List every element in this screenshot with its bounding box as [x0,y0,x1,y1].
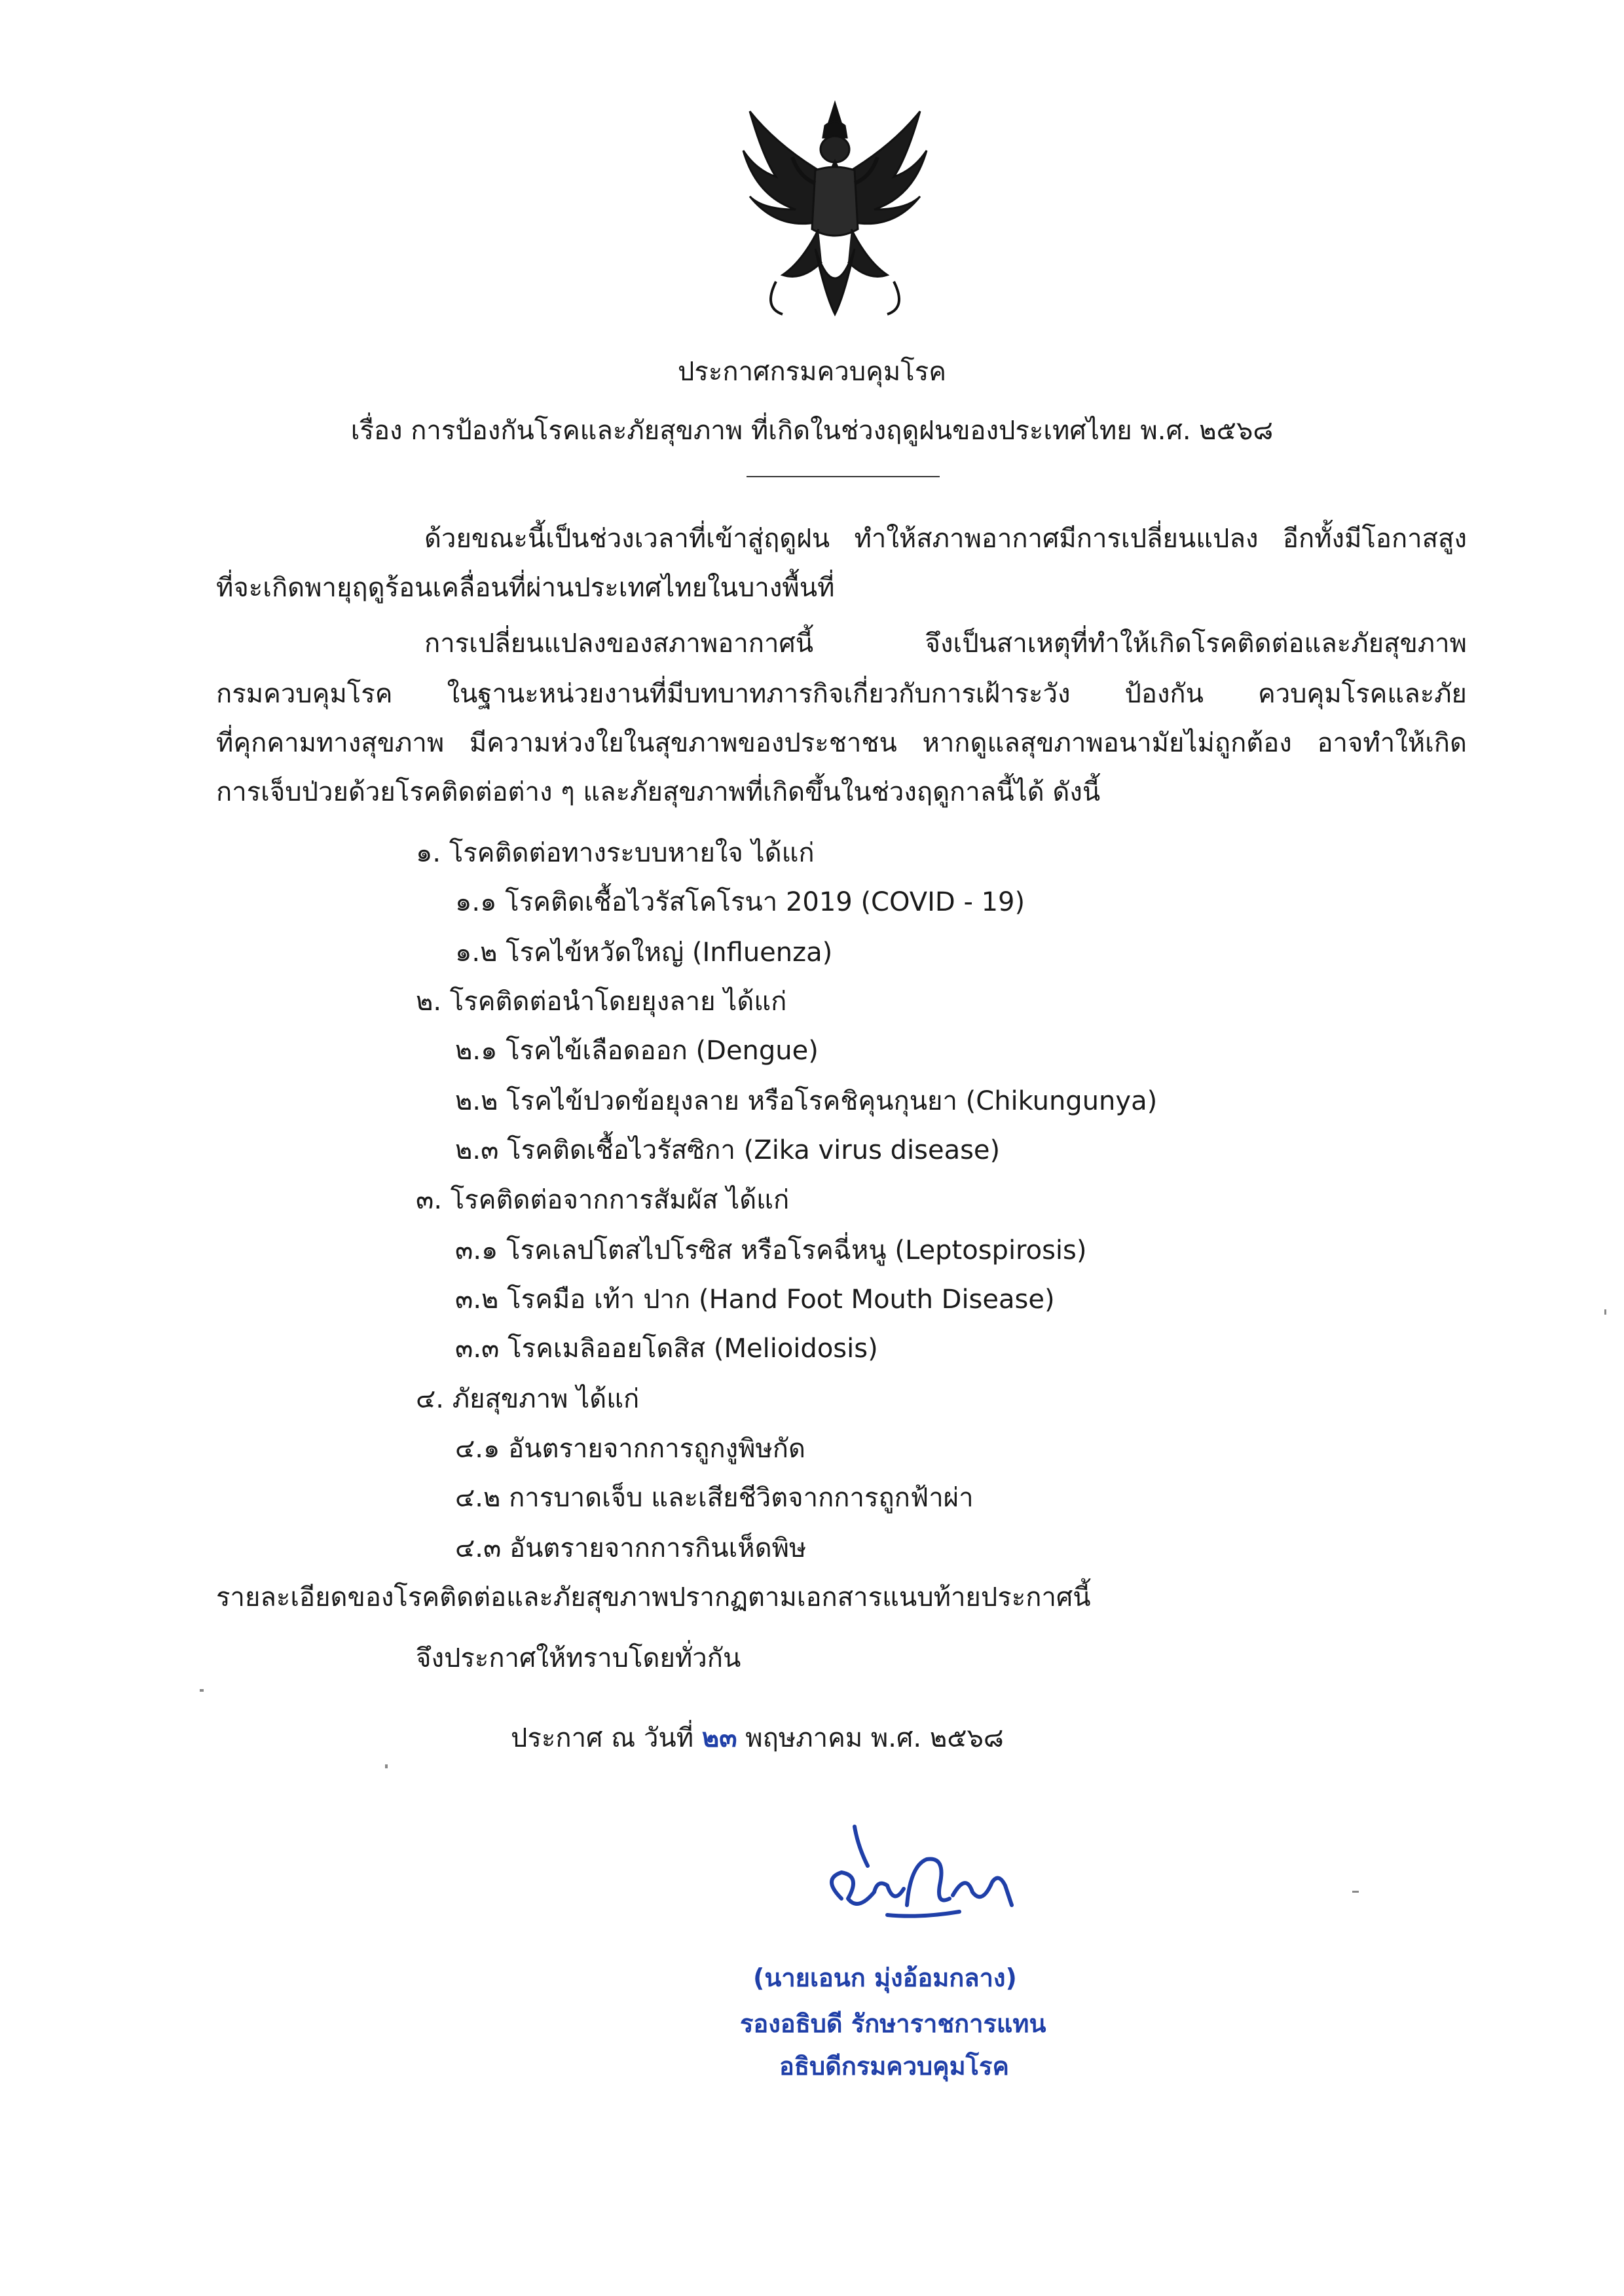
announcement-title: ประกาศกรมควบคุมโรค [678,357,946,387]
list-item-3-1: ๓.๑ โรคเลปโตสไปโรซิส หรือโรคฉี่หนู (Leptospirosis) [455,1235,1087,1266]
list-item-1-1: ๑.๑ โรคติดเชื้อไวรัสโคโรนา 2019 (COVID - 19) [455,887,1025,917]
title-divider [747,476,940,477]
scan-speck [1604,1309,1606,1315]
list-item-4-1: ๔.๑ อันตรายจากการถูกงูพิษกัด [455,1434,805,1464]
para2-line3: ที่คุกคามทางสุขภาพ มีความห่วงใยในสุขภาพของประชาชน หากดูแลสุขภาพอนามัยไม่ถูกต้อง อาจทำให้เกิด [216,728,1467,758]
para1-line2: ที่จะเกิดพายุฤดูร้อนเคลื่อนที่ผ่านประเทศไทยในบางพื้นที่ [216,573,835,603]
closing-statement: จึงประกาศให้ทราบโดยทั่วกัน [416,1643,741,1673]
list-item-2-1: ๒.๑ โรคไข้เลือดออก (Dengue) [455,1036,819,1066]
list-item-4-2: ๔.๒ การบาดเจ็บ และเสียชีวิตจากการถูกฟ้าผ่า [455,1483,974,1513]
list-group-4: ๔. ภัยสุขภาพ ได้แก่ [416,1384,640,1414]
announcement-date [511,1717,1004,1758]
list-item-3-3: ๓.๓ โรคเมลิออยโดสิส (Melioidosis) [455,1334,878,1364]
signer-position-2: อธิบดีกรมควบคุมโรค [779,2052,1009,2081]
list-group-2: ๒. โรคติดต่อนำโดยยุงลาย ได้แก่ [416,987,787,1017]
list-group-3: ๓. โรคติดต่อจากการสัมผัส ได้แก่ [416,1185,790,1215]
date-month-year: พฤษภาคม พ.ศ. ๒๕๖๘ [745,1723,1004,1753]
details-note: รายละเอียดของโรคติดต่อและภัยสุขภาพปรากฏตามเอกสารแนบท้ายประกาศนี้ [216,1582,1091,1613]
para2-line4: การเจ็บป่วยด้วยโรคติดต่อต่าง ๆ และภัยสุขภาพที่เกิดขึ้นในช่วงฤดูกาลนี้ได้ ดังนี้ [216,777,1101,807]
signer-name: (นายเอนก มุ่งอ้อมกลาง) [753,1963,1017,1992]
garuda-emblem-icon [737,98,933,321]
date-day: ๒๓ [701,1723,737,1753]
list-group-1: ๑. โรคติดต่อทางระบบหายใจ ได้แก่ [416,838,815,868]
para2-line2: กรมควบคุมโรค ในฐานะหน่วยงานที่มีบทบาทภารกิจเกี่ยวกับการเฝ้าระวัง ป้องกัน ควบคุมโรคและภัย [216,679,1467,709]
para1-line1: ด้วยขณะนี้เป็นช่วงเวลาที่เข้าสู่ฤดูฝน ทำให้สภาพอากาศมีการเปลี่ยนแปลง อีกทั้งมีโอกาสสูง [424,524,1467,554]
handwritten-signature [796,1820,1031,1931]
list-item-4-3: ๔.๓ อันตรายจากการกินเห็ดพิษ [455,1533,807,1563]
scan-speck [1352,1891,1359,1893]
announcement-subject: เรื่อง การป้องกันโรคและภัยสุขภาพ ที่เกิดในช่วงฤดูฝนของประเทศไทย พ.ศ. ๒๕๖๘ [350,416,1274,446]
para2-line1: การเปลี่ยนแปลงของสภาพอากาศนี้ จึงเป็นสาเหตุที่ทำให้เกิดโรคติดต่อและภัยสุขภาพ [424,629,1467,659]
scan-speck [200,1689,204,1692]
scan-speck [385,1764,388,1768]
list-item-3-2: ๓.๒ โรคมือ เท้า ปาก (Hand Foot Mouth Disease) [455,1285,1055,1315]
list-item-1-2: ๑.๒ โรคไข้หวัดใหญ่ (Influenza) [455,938,833,968]
date-prefix: ประกาศ ณ วันที่ [511,1723,694,1753]
list-item-2-3: ๒.๓ โรคติดเชื้อไวรัสซิกา (Zika virus disease) [455,1135,1001,1165]
signer-position-1: รองอธิบดี รักษาราชการแทน [740,2009,1046,2038]
list-item-2-2: ๒.๒ โรคไข้ปวดข้อยุงลาย หรือโรคชิคุนกุนยา (Chikungunya) [455,1086,1158,1116]
